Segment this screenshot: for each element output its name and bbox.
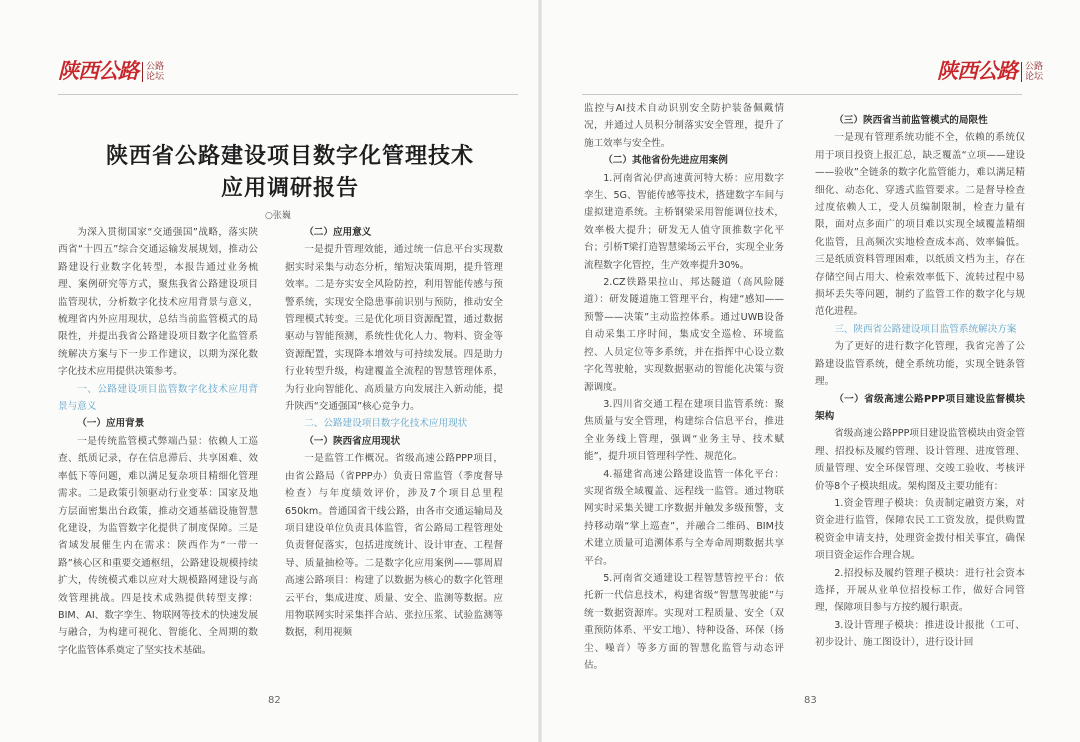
author-byline: ○张巍 (265, 211, 291, 221)
section-heading: 一、公路建设项目监管数字化技术应用背景与意义 (58, 383, 258, 413)
body-paragraph: 一是传统监管模式弊端凸显：依赖人工巡查、纸质记录，存在信息滞后、共享困难、效率低下等问题，难以满足复杂项目精细化管理需求。二是政策引领驱动行业变革：国家及地方层面密集出台政策，推动交通基础设施智慧化建设，为监管数字化提供了制度保障。三是省域发展催生内在需求：陕西作为“一带一路”核心区和重要交通枢纽，公路建设规模持续扩大，传统模式难以应对大规模路网建设与高效管理挑战。四是技术成熟提供转型支撑：BIM、AI、数字孪生、物联网等技术的快速发展与融合，为构建可视化、智能化、全周期的数字化监管体系奠定了坚实技术基础。 (58, 435, 258, 656)
body-paragraph: 3.设计管理子模块：推进设计报批（工可、初步设计、施工图设计），进行设计回 (815, 619, 1025, 649)
text-column-4 (815, 112, 1025, 652)
logo-tag: 公路论坛 (1021, 62, 1045, 82)
body-paragraph: 一是提升管理效能，通过统一信息平台实现数据实时采集与动态分析，缩短决策周期，提升管理效率。二是夯实安全风险防控，利用智能传感与预警系统，实现安全隐患事前识别与预防，推动安全管理模式转变。三是优化项目资源配置，通过数据驱动与智能预测，系统性优化人力、物料、资金等资源配置，实现降本增效与可持续发展。四是助力行业转型升级，构建覆盖全流程的智慧管理体系，为行业向智能化、高质量方向发展注入新动能，提升陕西“交通强国”核心竞争力。 (285, 244, 503, 413)
page-number-right: 83 (804, 695, 817, 706)
subsection-heading: （一）应用背景 (77, 418, 145, 430)
subsection-heading: （二）应用意义 (304, 227, 372, 238)
page-number-left: 82 (268, 695, 281, 706)
body-paragraph: 为了更好的进行数字化管理，我省完善了公路建设监管系统，健全系统功能，实现全链条管理。 (815, 341, 1025, 388)
logo-tag: 公路论坛 (142, 62, 166, 82)
body-paragraph: 4.福建省高速公路建设监管一体化平台：实现省级全域覆盖、远程线一监管。通过物联网实时采集关键工序数据并触发多级预警，支持移动端“掌上巡查”，并融合二维码、BIM技术建立质量可追溯体系与全寿命周期数据共享平台。 (584, 468, 784, 567)
section-heading: 二、公路建设项目数字化技术应用现状 (304, 418, 468, 430)
section-heading: 三、陕西省公路建设项目监管系统解决方案 (834, 323, 1017, 335)
body-paragraph: 3.四川省交通工程在建项目监管系统：聚焦质量与安全管理，构建综合信息平台，推进全业务线上管理，强调“业务主导、技术赋能”，提升项目管理科学性、规范化。 (584, 398, 784, 463)
body-paragraph: 1.资金管理子模块：负责制定融资方案，对资金进行监管，保障农民工工资发放，提供购置税资金申请支持，处理资金拨付相关事宜，确保项目资金运作合理合规。 (815, 497, 1025, 562)
subsection-heading: （一）省级高速公路PPP项目建设监督模块架构 (815, 393, 1025, 422)
body-paragraph: 1.河南省沁伊高速黄河特大桥：应用数字孪生、5G、智能传感等技术，搭建数字车间与虚拟建造系统。主桥钢梁采用智能调位技术，效率极大提升；研发无人值守顶推数字化平台；引桥T梁打造智慧梁场云平台，实现全业务流程数字化管控，生产效率提升30%。 (584, 172, 784, 271)
header-rule-left (58, 94, 518, 95)
text-column-3 (584, 100, 784, 674)
body-paragraph: 5.河南省交通建设工程智慧管控平台：依托新一代信息技术，构建省级“智慧驾驶能”与统一数据资源库。实现对工程质量、安全（双重预防体系、平安工地）、特种设备、环保（扬尘、噪音）等多方面的智慧化监管与动态评估。 (584, 572, 784, 671)
logo-text: 陕西公路 (937, 58, 1017, 83)
subsection-heading: （三）陕西省当前监管模式的局限性 (834, 115, 988, 126)
body-paragraph: 省级高速公路PPP项目建设监管模块由资金管理、招投标及履约管理、设计管理、进度管理、质量管理、安全环保管理、交竣工验收、考核评价等8个子模块组成。架构图及主要功能有： (815, 428, 1025, 492)
magazine-logo-right (937, 60, 1045, 82)
body-paragraph: 为深入贯彻国家“交通强国”战略，落实陕西省“十四五”综合交通运输发展规划，推动公路建设行业数字化转型，本报告通过业务梳理、案例研究等方式，聚焦我省公路建设项目监管现状，分析数字化技术应用背景与意义，梳理省内外应用现状，总结当前监管模式的局限性，并提出我省公路建设项目数字化监管系统解决方案与下一步工作建议，以期为深化数字化技术应用提供决策参考。 (58, 227, 258, 378)
body-paragraph: 2.招投标及履约管理子模块：进行社会资本选择，开展从业单位招投标工作，做好合同管理，保障项目参与方按约履行职责。 (815, 567, 1025, 614)
article-title (60, 140, 520, 204)
body-paragraph: 一是监管工作概况。省级高速公路PPP项目，由省公路局（省PPP办）负责日常监管（季度督导检查）与年度绩效评价，涉及7个项目总里程650km。普通国省干线公路，由各市交通运输局及项目建设单位负责具体监管，省公路局工程管理处负责督促落实，包括进度统计、设计审查、工程督导、质量抽检等。二是数字化应用案例——鄠周眉高速公路项目：构建了以数据为核心的数字化管理云平台，集成进度、质量、安全、监测等数据。应用物联网实时采集拌合站、张拉压浆、试验监测等数据，利用视频 (285, 453, 503, 639)
text-column-1 (58, 224, 258, 659)
title-line-2: 应用调研报告 (220, 175, 359, 201)
magazine-logo-left (58, 60, 166, 82)
subsection-heading: （二）其他省份先进应用案例 (603, 155, 728, 167)
body-paragraph: 一是现有管理系统功能不全，依赖的系统仅用于项目投资上报汇总，缺乏覆盖“立项——建设——验收”全链条的数字化监管能力，难以满足精细化、动态化、穿透式监管要求。二是督导检查过度依赖人工，受人员编制限制，检查力量有限，面对点多面广的项目难以实现全域覆盖精细化监管，且高频次实地检查成本高、效率偏低。三是纸质资料管理困难，以纸质文档为主，存在存储空间占用大、检索效率低下、流转过程中易损坏丢失等问题，制约了监管工作的数字化与规范化进程。 (815, 132, 1025, 318)
body-paragraph: 监控与AI技术自动识别安全防护装备佩戴情况，并通过人员积分制落实安全管理，提升了施工效率与安全性。 (584, 103, 784, 149)
text-column-2 (285, 224, 503, 642)
body-paragraph: 2.CZ铁路果拉山、邦达隧道（高风险隧道）：研发隧道施工管理平台，构建“感知——预警——决策”主动监控体系。通过UWB设备自动采集工序时间，集成安全巡检、环境监控、人员定位等多系统，并在指挥中心设立数字化驾驶舱，实现数据驱动的智能化决策与资源调度。 (584, 277, 784, 393)
header-rule-right (582, 94, 1022, 95)
logo-text: 陕西公路 (58, 58, 138, 83)
subsection-heading: （一）陕西省应用现状 (304, 435, 401, 447)
title-line-1: 陕西省公路建设项目数字化管理技术 (105, 143, 474, 169)
page-gutter (538, 0, 542, 742)
